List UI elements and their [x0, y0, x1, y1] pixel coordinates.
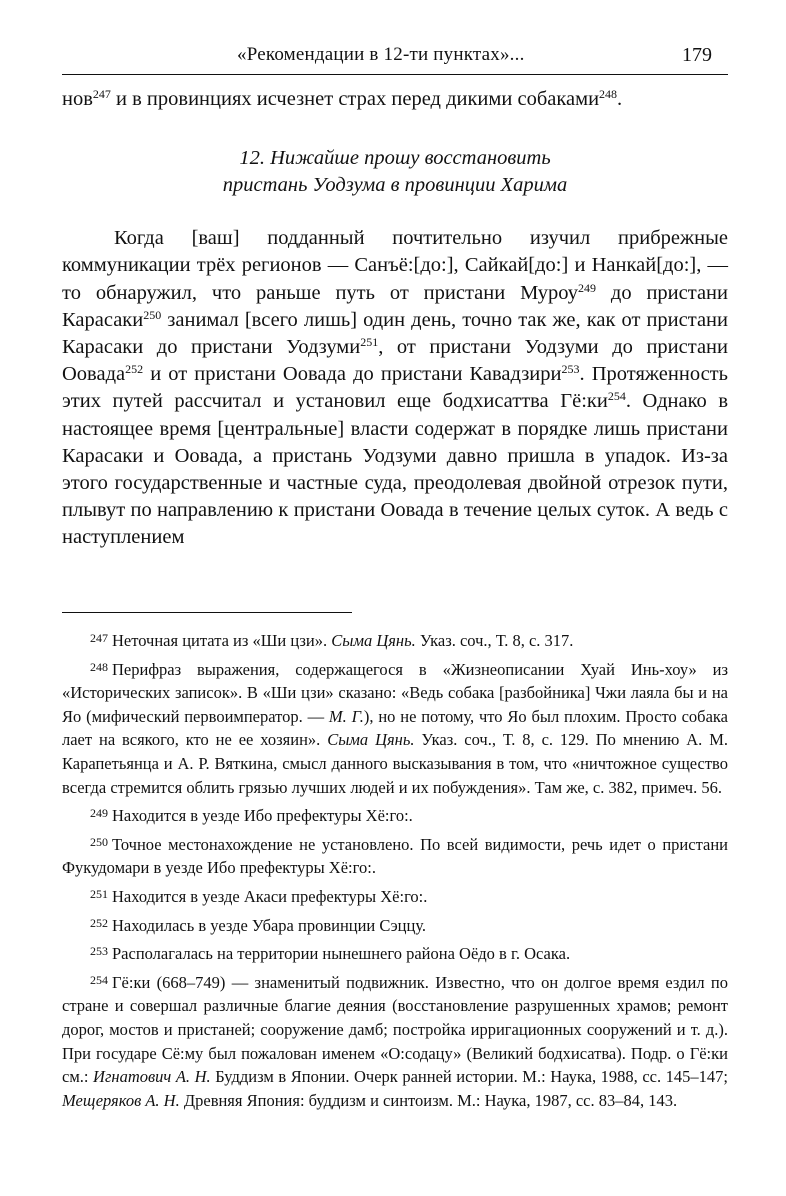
heading-line-1: 12. Нижайше прошу восстановить	[239, 147, 551, 170]
footnote-ref: 254	[607, 389, 626, 404]
footnote-ref: 251	[360, 335, 379, 350]
footnote-author: Сыма Цянь.	[331, 631, 416, 650]
section-heading	[62, 145, 728, 199]
footnote-author: Сыма Цянь.	[327, 730, 415, 750]
footnote-ref: 252	[125, 362, 144, 377]
footnote-number: 253	[90, 944, 108, 959]
footnote-text: Неточная цитата из «Ши цзи».	[112, 631, 332, 650]
paragraph-text: , от пристани Уодзуми до пристани Оовада	[62, 336, 728, 386]
paragraph-text: и от пристани Оовада до пристани Кавадзири	[143, 363, 562, 386]
paragraph-text: занимал [всего лишь] один день, точно так же, как от пристани Карасаки до пристани Уодзуми	[62, 308, 728, 359]
footnote-author: Мещеряков А. Н.	[62, 1090, 180, 1110]
footnote-text: Буддизм в Японии. Очерк ранней истории. М.: Наука, 1988, сс. 145–147;	[210, 1067, 729, 1087]
footnote-number: 254	[90, 972, 108, 987]
footnote-253	[62, 940, 728, 966]
paragraph-text: Когда [ваш] подданный почтительно изучил прибрежные коммуникации трёх регионов — Санъё:[до:], Сайкай[до:] и Нанкай[до:], — то обнаружил, что раньше путь от пристани Муроу	[62, 227, 728, 304]
paragraph-text: . Протяженность этих путей рассчитал и установил еще бодхисаттва Гё:ки	[62, 363, 728, 413]
footnote-251	[62, 883, 728, 909]
running-title: «Рекомендации в 12-ти пунктах»...	[237, 44, 525, 65]
heading-line-2: пристань Уодзума в провинции Харима	[222, 174, 568, 197]
footnote-number: 247	[90, 631, 108, 645]
footnote-249	[62, 802, 728, 828]
footnote-ref: 247	[92, 87, 111, 101]
main-text	[62, 86, 728, 552]
intro-text-1: нов	[62, 88, 93, 110]
footnote-252	[62, 912, 728, 938]
footnote-separator	[62, 612, 352, 613]
main-paragraph	[62, 225, 728, 551]
footnote-ref: 253	[561, 362, 580, 377]
footnote-author: Игнатович А. Н.	[93, 1067, 211, 1087]
footnote-text: Находится в уезде Акаси префектуры Хё:го:.	[112, 886, 428, 906]
footnote-number: 248	[90, 659, 108, 674]
paragraph-text: до пристани Карасаки	[62, 281, 728, 331]
footnote-250	[62, 831, 728, 880]
footnote-number: 251	[90, 886, 108, 901]
footnote-text: Указ. соч., Т. 8, с. 129. По мнению А. М. Карапетьянца и А. Р. Вяткина, смысл данного высказывания в том, что «ничтожное существо всегда стремится облить грязью лучших людей и их побуждения». Там же, с. 382, примеч. 56.	[62, 730, 729, 797]
intro-text-2: и в провинциях исчезнет страх перед дикими собаками	[110, 88, 600, 110]
page-number: 179	[682, 44, 712, 66]
footnote-ref: 248	[599, 87, 618, 101]
footnote-text: Указ. соч., Т. 8, с. 317.	[415, 631, 574, 650]
footnote-text: Находилась в уезде Убара провинции Сэццу.	[112, 915, 427, 935]
footnote-248	[62, 656, 728, 800]
running-header	[62, 44, 728, 75]
footnotes	[62, 627, 728, 1115]
footnote-text: Древняя Япония: буддизм и синтоизм. М.: Наука, 1987, сс. 83–84, 143.	[179, 1090, 678, 1110]
intro-text-3: .	[617, 88, 623, 110]
footnote-254	[62, 969, 728, 1113]
footnote-number: 250	[90, 834, 108, 849]
footnote-text: Располагалась на территории нынешнего района Оёдо в г. Осака.	[112, 944, 571, 964]
footnote-text: ), но не потому, что Яо был плохим. Просто собака лает на всякого, кто не ее хозяин».	[62, 706, 728, 750]
footnote-number: 252	[90, 915, 108, 930]
footnote-number: 249	[90, 806, 108, 821]
footnote-ref: 250	[143, 307, 162, 322]
footnote-247	[62, 627, 728, 653]
intro-paragraph	[62, 86, 728, 113]
paragraph-text: . Однако в настоящее время [центральные] власти содержат в порядке лишь пристани Карасаки и Оовада, а пристань Уодзуми давно пришла в упадок. Из-за этого государственные и частные суда, преодолевая двойной отрезок пути, плывут по направлению к пристани Оовада в течение целых суток. А ведь с наступлением	[62, 390, 729, 549]
footnote-author: М. Г.	[328, 706, 364, 726]
footnote-ref: 249	[578, 280, 597, 295]
footnote-text: Перифраз выражения, содержащегося в «Жизнеописании Хуай Инь-хоу» из «Исторических записок». В «Ши цзи» сказано: «Ведь собака [разбойника] Чжи лаяла бы и на Яо (мифический первоимператор. —	[62, 659, 728, 726]
footnote-text: Находится в уезде Ибо префектуры Хё:го:.	[112, 806, 413, 826]
footnote-text: Точное местонахождение не установлено. По всей видимости, речь идет о пристани Фукудомари в уезде Ибо префектуры Хё:го:.	[62, 834, 728, 878]
footnote-text: Гё:ки (668–749) — знаменитый подвижник. Известно, что он долгое время ездил по стране и совершал различные благие деяния (восстановление разрушенных храмов; ремонт дорог, мостов и пристаней; сооружение дамб; постройка ирригационных сооружений и т. д.). При государе Сё:му был пожалован именем «О:содацу» (Великий бодхисатва). Подр. о Гё:ки см.:	[62, 972, 728, 1087]
